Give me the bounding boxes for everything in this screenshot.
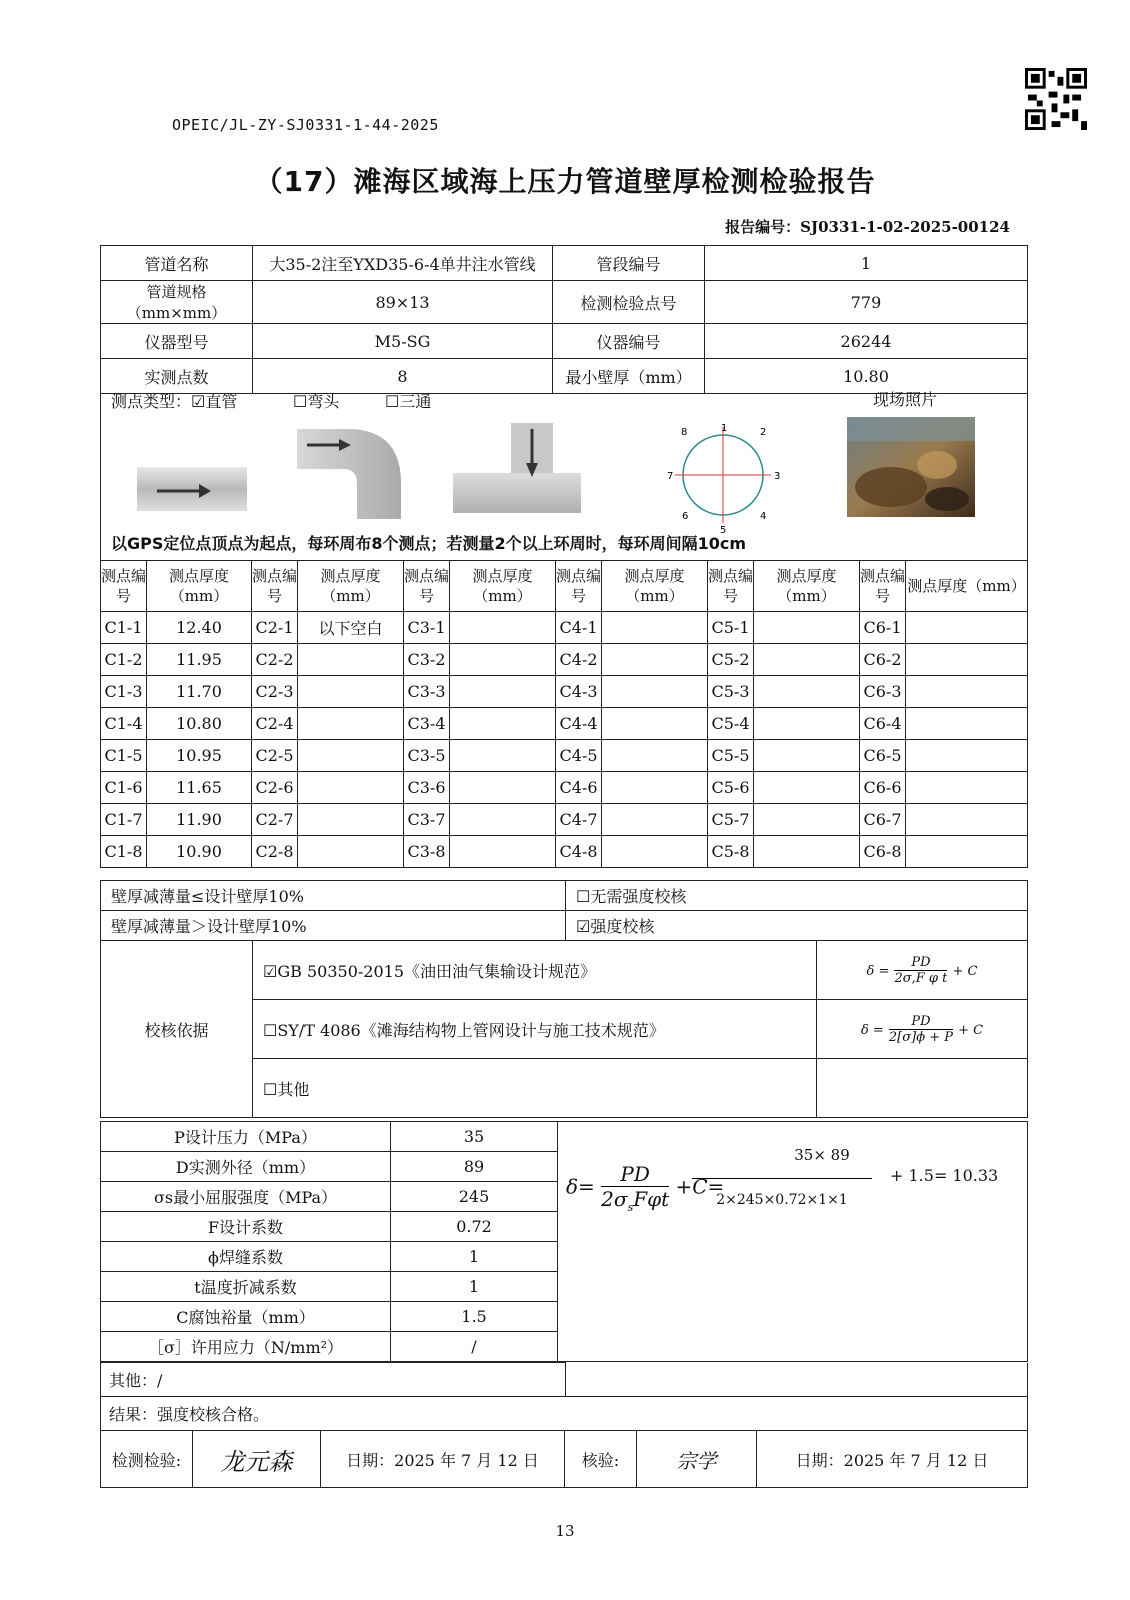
point-id: C2-6 [252,772,298,804]
thinning-gt-label: 壁厚减薄量＞设计壁厚10% [101,911,566,941]
report-number: 报告编号：SJ0331-1-02-2025-00124 [725,218,1010,236]
point-id: C5-7 [708,804,754,836]
point-thickness: 11.65 [147,772,252,804]
calc-num1: PD [601,1162,669,1187]
no-check-checkbox[interactable]: ☐无需强度校核 [566,881,1028,911]
param-label: F设计系数 [101,1212,391,1242]
point-id: C2-8 [252,836,298,868]
point-thickness [450,612,556,644]
tee-icon [453,423,581,519]
col-point-no: 测点编号 [404,561,450,612]
point-id: C1-4 [101,708,147,740]
point-thickness [450,740,556,772]
point-id: C3-3 [404,676,450,708]
point-thickness [602,836,708,868]
point-thickness [906,772,1028,804]
point-thickness [754,804,860,836]
param-value: 1.5 [391,1302,558,1332]
point-thickness [450,708,556,740]
instrument-no-value: 26244 [705,324,1028,359]
review-date: 日期：2025 年 7 月 12 日 [757,1431,1028,1488]
table-row [101,772,1028,804]
point-id: C3-8 [404,836,450,868]
param-label: ［σ］许用应力（N/mm²） [101,1332,391,1362]
col-point-no: 测点编号 [101,561,147,612]
point-id: C6-7 [860,804,906,836]
table-row [101,836,1028,868]
param-label: P设计压力（MPa） [101,1122,391,1152]
point-id: C3-2 [404,644,450,676]
col-point-thickness: 测点厚度（mm） [147,561,252,612]
point-id: C6-1 [860,612,906,644]
straight-pipe-icon [137,465,249,515]
instrument-no-label: 仪器编号 [553,324,705,359]
point-type-label: 测点类型： [111,392,192,411]
inspector-label: 检测检验: [101,1431,193,1488]
param-label: C腐蚀裕量（mm） [101,1302,391,1332]
point-id: C5-1 [708,612,754,644]
point-id: C6-6 [860,772,906,804]
param-value: 35 [391,1122,558,1152]
point-thickness [602,804,708,836]
result-text: 结果：强度校核合格。 [101,1397,1028,1431]
other-note: 其他：/ [101,1363,566,1397]
check-basis-table [100,940,1028,1118]
point-id: C4-4 [556,708,602,740]
table-row [101,612,1028,644]
point-thickness [906,612,1028,644]
point-id: C4-5 [556,740,602,772]
formula-gb: δ = $\frac{PD}{\text{2σ,F φ t}}$ + C [817,941,1028,1000]
point-id: C6-2 [860,644,906,676]
point-thickness [602,772,708,804]
point-thickness [754,772,860,804]
point-id: C1-5 [101,740,147,772]
point-thickness: 10.80 [147,708,252,740]
point-id: C2-2 [252,644,298,676]
pipe-info-table [100,245,1028,394]
point-thickness [450,676,556,708]
measured-count-value: 8 [253,359,553,394]
point-thickness: 11.95 [147,644,252,676]
point-thickness: 11.90 [147,804,252,836]
pipe-name: 大35-2注至YXD35-6-4单井注水管线 [253,246,553,281]
ring-label-2: 2 [760,427,767,438]
point-no-value: 779 [705,281,1028,324]
point-thickness [602,708,708,740]
point-thickness [754,708,860,740]
point-id: C5-3 [708,676,754,708]
calc-result: + 1.5= 10.33 [890,1166,999,1185]
point-id: C1-8 [101,836,147,868]
col-point-no: 测点编号 [252,561,298,612]
calc-plus: +C= [675,1174,725,1199]
point-thickness: 以下空白 [298,612,404,644]
instrument-model-value: M5-SG [253,324,553,359]
col-point-thickness: 测点厚度（mm） [754,561,860,612]
min-thickness-label: 最小壁厚（mm） [553,359,705,394]
point-id: C2-7 [252,804,298,836]
ring-label-6: 6 [682,511,689,522]
point-id: C5-5 [708,740,754,772]
point-id: C5-6 [708,772,754,804]
point-id: C4-2 [556,644,602,676]
param-label: t温度折减系数 [101,1272,391,1302]
tee-checkbox[interactable]: ☐三通 [385,392,432,411]
qr-code-icon [1025,68,1087,130]
point-thickness [906,804,1028,836]
signature-table [100,1430,1028,1488]
table-row [101,804,1028,836]
std-gb50350-checkbox[interactable]: ☑GB 50350-2015《油田油气集输设计规范》 [253,941,817,1000]
point-thickness [754,676,860,708]
point-thickness [298,708,404,740]
param-value: 1 [391,1272,558,1302]
point-thickness [298,644,404,676]
col-point-no: 测点编号 [556,561,602,612]
point-id: C5-4 [708,708,754,740]
site-photo [847,417,975,517]
ring-label-7: 7 [667,471,674,482]
table-row [101,676,1028,708]
point-id: C4-6 [556,772,602,804]
point-thickness [298,836,404,868]
point-thickness [450,772,556,804]
reviewer-signature: 宗学 [637,1431,757,1488]
point-id: C3-7 [404,804,450,836]
point-id: C1-3 [101,676,147,708]
photo-label: 现场照片 [873,390,938,409]
point-thickness [298,740,404,772]
point-thickness [602,644,708,676]
document-number: OPEIC/JL-ZY-SJ0331-1-44-2025 [172,116,439,134]
point-id: C5-2 [708,644,754,676]
report-title: （17）滩海区域海上压力管道壁厚检测检验报告 [254,165,876,198]
ring-label-5: 5 [720,525,727,536]
strength-check-checkbox[interactable]: ☑强度校核 [566,911,1028,941]
point-thickness [450,804,556,836]
param-label: D实测外径（mm） [101,1152,391,1182]
point-id: C2-5 [252,740,298,772]
calc-denominator: 2×245×0.72×1×1 [716,1192,848,1208]
col-point-no: 测点编号 [708,561,754,612]
ring-label-1: 1 [721,423,728,434]
point-id: C2-1 [252,612,298,644]
point-id: C4-7 [556,804,602,836]
col-point-thickness: 测点厚度（mm） [298,561,404,612]
other-standard-checkbox[interactable]: ☐其他 [253,1059,817,1118]
point-id: C6-4 [860,708,906,740]
pipe-name-label: 管道名称 [101,246,253,281]
param-value: 1 [391,1242,558,1272]
point-thickness [906,836,1028,868]
table-row [101,740,1028,772]
col-point-thickness: 测点厚度（mm） [450,561,556,612]
point-thickness [754,644,860,676]
calc-lhs: δ= [566,1174,595,1199]
param-value: 245 [391,1182,558,1212]
elbow-icon [297,425,407,521]
basis-label: 校核依据 [101,941,253,1118]
point-thickness [906,644,1028,676]
point-id: C6-3 [860,676,906,708]
reviewer-label: 核验: [565,1431,637,1488]
min-thickness-value: 10.80 [705,359,1028,394]
point-id: C1-1 [101,612,147,644]
param-label: ϕ焊缝系数 [101,1242,391,1272]
point-id: C1-7 [101,804,147,836]
point-id: C4-1 [556,612,602,644]
point-id: C3-6 [404,772,450,804]
ring-label-3: 3 [774,471,781,482]
std-syt4086-checkbox[interactable]: ☐SY/T 4086《滩海结构物上管网设计与施工技术规范》 [253,1000,817,1059]
param-label: σs最小屈服强度（MPa） [101,1182,391,1212]
point-thickness [298,676,404,708]
point-id: C4-3 [556,676,602,708]
point-thickness [298,804,404,836]
point-thickness [450,836,556,868]
page-number: 13 [555,1522,575,1540]
param-value: / [391,1332,558,1362]
point-thickness [602,612,708,644]
point-id: C1-2 [101,644,147,676]
point-id: C2-4 [252,708,298,740]
col-point-thickness: 测点厚度（mm） [602,561,708,612]
point-thickness [906,708,1028,740]
calc-numerator: 35× 89 [794,1146,850,1164]
point-type-section [100,385,1028,560]
point-thickness [298,772,404,804]
segment-label: 管段编号 [553,246,705,281]
param-value: 89 [391,1152,558,1182]
instrument-model-label: 仪器型号 [101,324,253,359]
calculation-block: δ= PD $2\sigma_sF\varphi t$ +C= 35× 89 2×245×0.72×1×1 + 1.5= 10.33 [566,1146,999,1214]
point-thickness [602,740,708,772]
point-thickness [906,740,1028,772]
ring-label-8: 8 [681,427,688,438]
ring-label-4: 4 [760,511,767,522]
point-thickness: 11.70 [147,676,252,708]
col-point-thickness: 测点厚度（mm） [906,561,1028,612]
point-id: C5-8 [708,836,754,868]
point-thickness [906,676,1028,708]
points-header-row [101,561,1028,612]
col-point-no: 测点编号 [860,561,906,612]
thinning-le-label: 壁厚减薄量≤设计壁厚10% [101,881,566,911]
point-id: C4-8 [556,836,602,868]
point-id: C6-8 [860,836,906,868]
spec-value: 89×13 [253,281,553,324]
inspector-signature: 龙元森 [193,1431,321,1488]
point-id: C3-1 [404,612,450,644]
param-value: 0.72 [391,1212,558,1242]
point-id: C6-5 [860,740,906,772]
table-row [101,708,1028,740]
point-id: C3-4 [404,708,450,740]
inspect-date: 日期：2025 年 7 月 12 日 [321,1431,565,1488]
spec-label: 管道规格（mm×mm） [101,281,253,324]
measured-count-label: 实测点数 [101,359,253,394]
point-thickness [754,836,860,868]
formula-syt: δ = $\frac{PD}{2[\sigma]\phi + P}$ + C [817,1000,1028,1059]
point-thickness: 10.90 [147,836,252,868]
measurement-note: 以GPS定位点顶点为起点，每环周布8个测点；若测量2个以上环周时，每环周间隔10cm [111,534,747,553]
point-thickness [754,740,860,772]
point-thickness [602,676,708,708]
point-id: C1-6 [101,772,147,804]
point-no-label: 检测检验点号 [553,281,705,324]
straight-pipe-checkbox[interactable]: ☑直管 [191,392,238,411]
segment-value: 1 [705,246,1028,281]
point-thickness: 10.95 [147,740,252,772]
point-id: C3-5 [404,740,450,772]
point-thickness [450,644,556,676]
point-thickness [754,612,860,644]
formula-other-empty [817,1059,1028,1118]
thinning-check-table [100,880,1028,941]
table-row [101,644,1028,676]
thickness-points-table [100,560,1028,868]
measurement-ring-diagram [661,413,785,537]
calc-den1: 2σ [601,1187,628,1211]
point-id: C2-3 [252,676,298,708]
notes-table [100,1362,1028,1431]
point-thickness: 12.40 [147,612,252,644]
elbow-checkbox[interactable]: ☐弯头 [293,392,340,411]
